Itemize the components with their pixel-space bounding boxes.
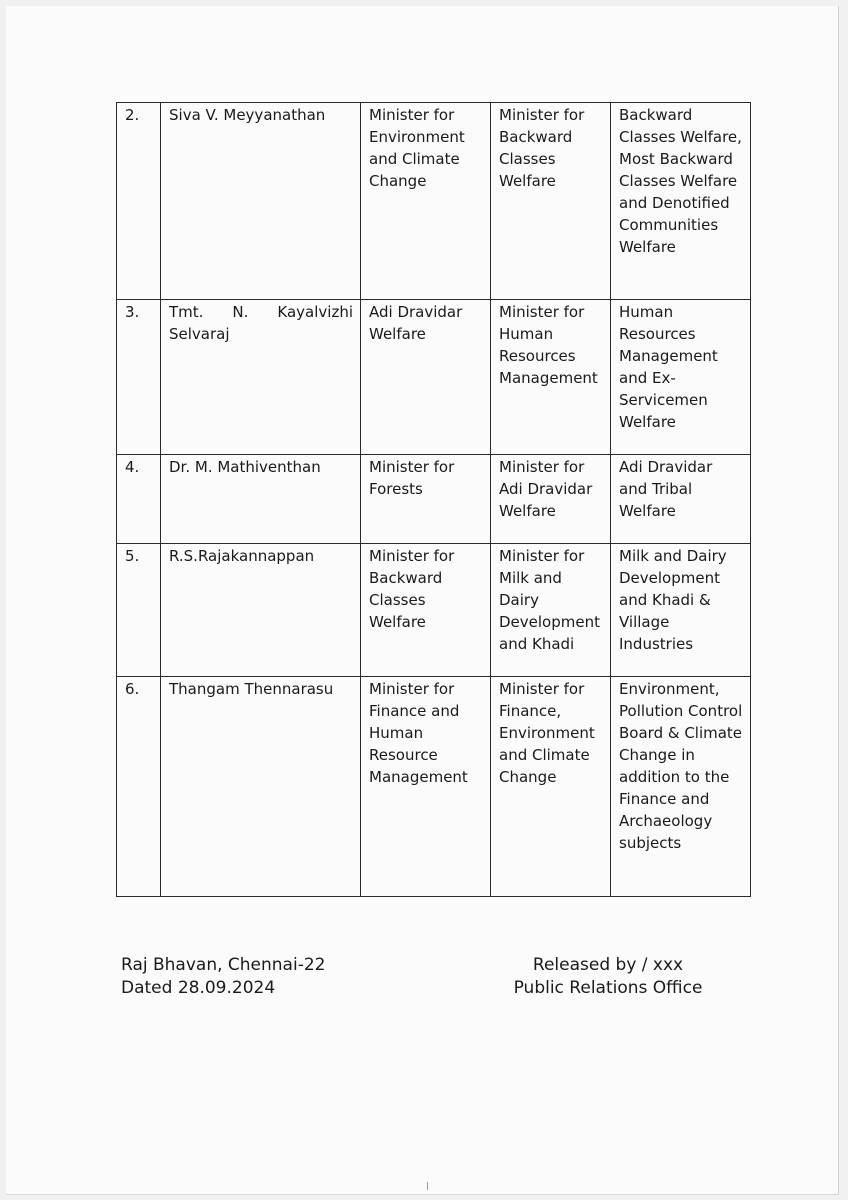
previous-portfolio: Minister for Finance and Human Resource Management: [361, 677, 491, 897]
subjects: Milk and Dairy Development and Khadi & Village Industries: [611, 544, 751, 677]
footer-place-date: [121, 954, 325, 1000]
new-portfolio: Minister for Milk and Dairy Development and Khadi: [491, 544, 611, 677]
minister-name: Siva V. Meyyanathan: [161, 103, 361, 300]
document-page: [6, 6, 839, 1195]
minister-name: Tmt. N. Kayalvizhi Selvaraj: [161, 300, 361, 455]
scan-mark: [427, 1182, 428, 1190]
new-portfolio: Minister for Adi Dravidar Welfare: [491, 455, 611, 544]
footer-place: Raj Bhavan, Chennai-22: [121, 955, 326, 975]
minister-name: Thangam Thennarasu: [161, 677, 361, 897]
previous-portfolio: Minister for Forests: [361, 455, 491, 544]
row-number: 3.: [117, 300, 161, 455]
row-number: 2.: [117, 103, 161, 300]
footer-release: [506, 954, 710, 1000]
table-row: [117, 103, 751, 300]
minister-name: Dr. M. Mathiventhan: [161, 455, 361, 544]
footer-date: Dated 28.09.2024: [121, 978, 276, 998]
table-row: [117, 677, 751, 897]
row-number: 5.: [117, 544, 161, 677]
new-portfolio: Minister for Backward Classes Welfare: [491, 103, 611, 300]
previous-portfolio: Minister for Backward Classes Welfare: [361, 544, 491, 677]
table-row: [117, 455, 751, 544]
row-number: 6.: [117, 677, 161, 897]
subjects: Environment, Pollution Control Board & Climate Change in addition to the Finance and Archaeology subjects: [611, 677, 751, 897]
new-portfolio: Minister for Human Resources Management: [491, 300, 611, 455]
previous-portfolio: Adi Dravidar Welfare: [361, 300, 491, 455]
new-portfolio: Minister for Finance, Environment and Climate Change: [491, 677, 611, 897]
row-number: 4.: [117, 455, 161, 544]
subjects: Adi Dravidar and Tribal Welfare: [611, 455, 751, 544]
footer-office: Public Relations Office: [513, 978, 703, 998]
footer-released-by: Released by / xxx: [532, 955, 684, 975]
minister-name: R.S.Rajakannappan: [161, 544, 361, 677]
subjects: Backward Classes Welfare, Most Backward Classes Welfare and Denotified Communities Welfare: [611, 103, 751, 300]
table-row: [117, 544, 751, 677]
previous-portfolio: Minister for Environment and Climate Change: [361, 103, 491, 300]
subjects: Human Resources Management and Ex-Servicemen Welfare: [611, 300, 751, 455]
ministers-table: [116, 102, 751, 897]
table-row: [117, 300, 751, 455]
